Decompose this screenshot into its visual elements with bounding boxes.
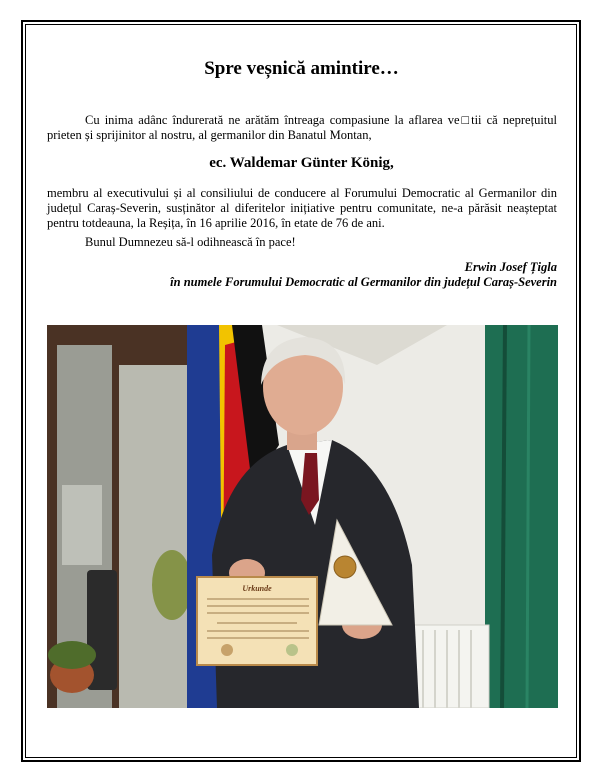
outdoor-building [62, 485, 102, 565]
window-pane-right [119, 365, 197, 708]
deceased-name: ec. Waldemar Günter König, [209, 155, 394, 171]
signatory-organization: în numele Forumului Democratic al Germanilor din județul Caraș-Severin [170, 275, 557, 289]
closing-line: Bunul Dumnezeu să-l odihnească în pace! [85, 235, 296, 249]
certificate-title: Urkunde [242, 584, 272, 593]
certificate-seal [221, 644, 233, 656]
intro-paragraph: Cu inima adânc îndurerată ne arătăm întreaga compasiune la aflarea ve□tii că neprețuitul prieten și sprijinitor al nostru, al germanilor din Banatul Montan, [47, 113, 557, 142]
curtain [485, 325, 558, 708]
certificate-stamp [286, 644, 298, 656]
trophy-medal [334, 556, 356, 578]
page-title: Spre veșnică amintire… [204, 58, 399, 79]
photo-illustration [47, 325, 558, 708]
body-paragraph: membru al executivului și al consiliului de conducere al Forumului Democratic al Germanilor din județul Caraș-Severin, susținător al diferitelor inițiative pentru comunitate, ne-a părăsit neașteptat pentru totdeauna, la Reșița, în 16 aprilie 2016, în etate de 76 de ani. [47, 186, 557, 230]
plant-leaves [152, 550, 192, 620]
plant [48, 641, 96, 669]
memorial-photo [47, 325, 558, 708]
signatory-name: Erwin Josef Țigla [464, 260, 557, 274]
